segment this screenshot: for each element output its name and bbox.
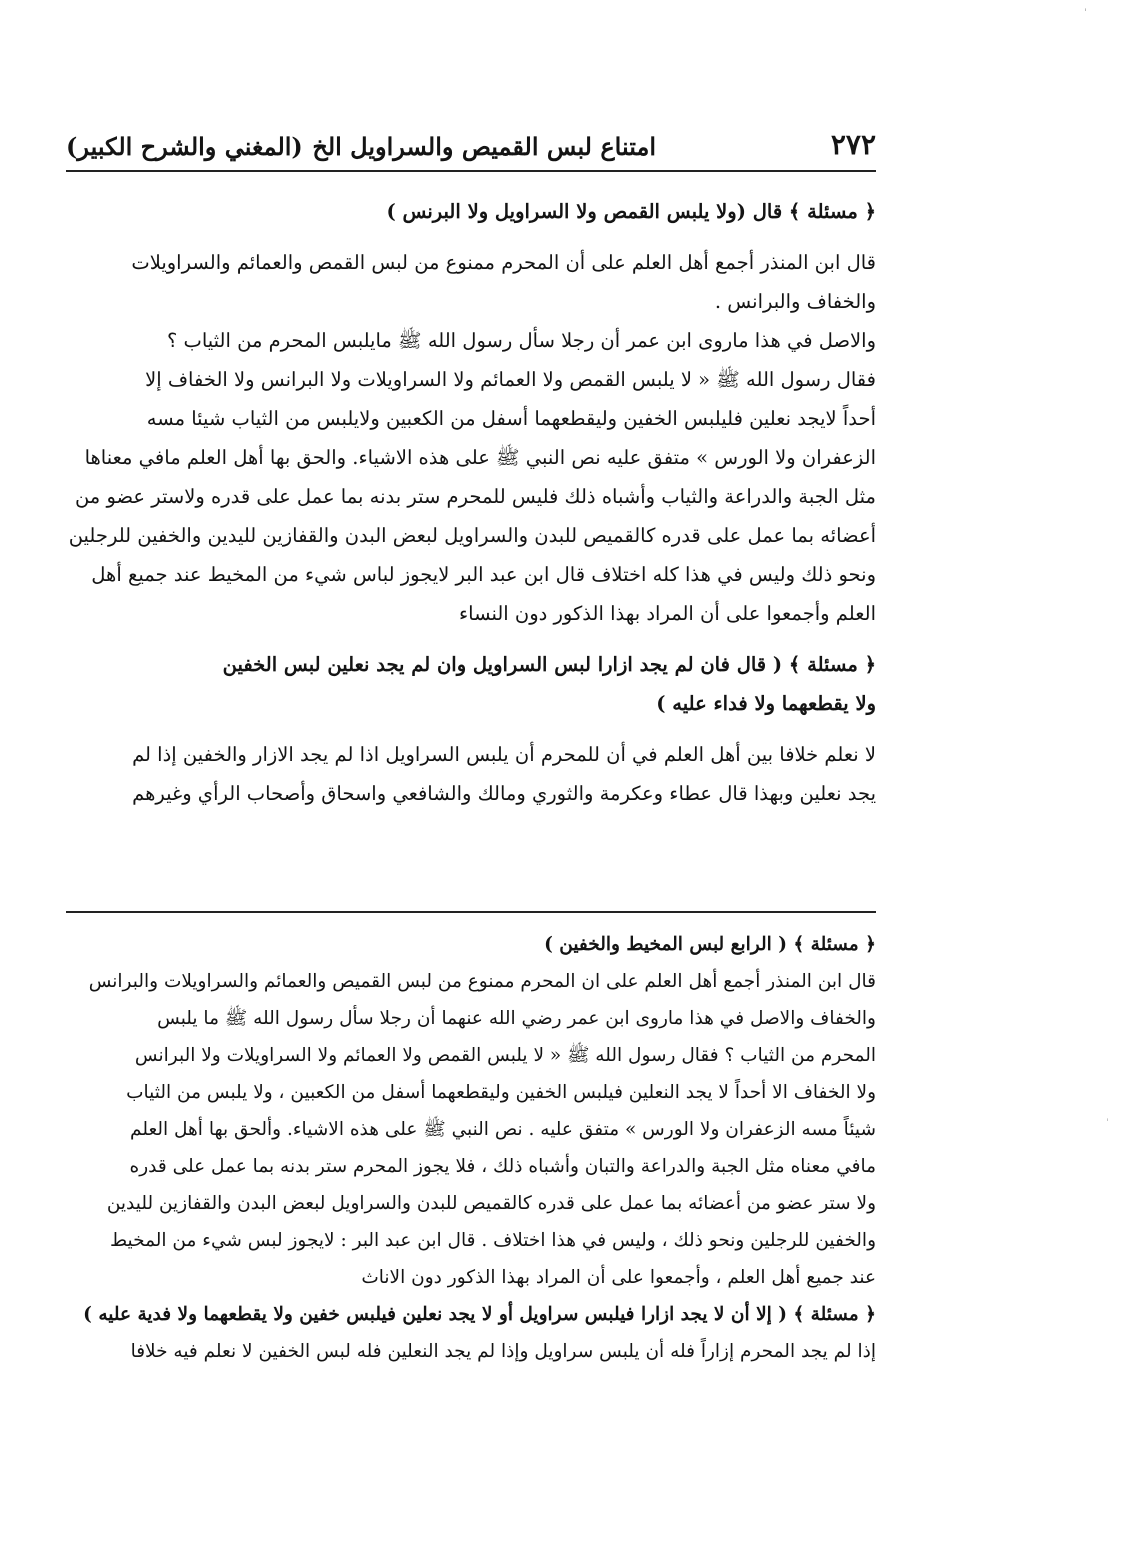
issue-heading: ﴿ مسئلة ﴾ قال (ولا يلبس القمص ولا السراويل ولا البرنس ) <box>386 200 876 223</box>
text-line: والخفاف والبرانس . <box>714 290 876 313</box>
scan-mark: ˈ <box>1084 8 1087 19</box>
text-line: شيئاً مسه الزعفران ولا الورس » متفق عليه . نص النبي ﷺ على هذه الاشياء. وألحق بها أهل العلم <box>130 1119 876 1140</box>
text-line: أعضائه بما عمل على قدره كالقميص للبدن والسراويل لبعض البدن والقفازين لليدين والخفين للرجلين <box>68 524 876 547</box>
text-line: مثل الجبة والدراعة والثياب وأشباه ذلك فليس للمحرم ستر بدنه بما عمل على قدره ولاستر عضو من <box>74 485 876 508</box>
text-line: يجد نعلين وبهذا قال عطاء وعكرمة والثوري ومالك والشافعي واسحاق وأصحاب الرأي وغيرهم <box>132 782 876 805</box>
scan-mark: ˈ <box>1106 1118 1109 1129</box>
commentary-text <box>66 926 876 1370</box>
issue-heading: ﴿ مسئلة ﴾ ( إلا أن لا يجد ازارا فيلبس سراويل أو لا يجد نعلين فيلبس خفين ولا يقطعهما ولا فدية عليه ) <box>83 1304 876 1325</box>
text-line: قال ابن المنذر أجمع أهل العلم على ان المحرم ممنوع من لبس القميص والعمائم والسراويلات والبرانس <box>88 971 876 992</box>
text-line: مافي معناه مثل الجبة والدراعة والتبان وأشباه ذلك ، فلا يجوز المحرم ستر بدنه بما عمل على قدره <box>129 1156 876 1177</box>
text-line: ولا ستر عضو من أعضائه بما عمل على قدره كالقميص للبدن والسراويل لبعض البدن والقفازين لليدين <box>106 1193 876 1214</box>
book-title: (المغني والشرح الكبير) <box>66 132 303 161</box>
text-line: ونحو ذلك وليس في هذا كله اختلاف قال ابن عبد البر لايجوز لباس شيء من المخيط عند جميع أهل <box>91 563 876 586</box>
issue-heading: ﴿ مسئلة ﴾ ( الرابع لبس المخيط والخفين ) <box>544 934 876 955</box>
text-line: عند جميع أهل العلم ، وأجمعوا على أن المراد بهذا الذكور دون الاناث <box>361 1267 876 1288</box>
footnote-divider <box>66 911 876 913</box>
text-line: العلم وأجمعوا على أن المراد بهذا الذكور دون النساء <box>458 602 876 625</box>
text-line: المحرم من الثياب ؟ فقال رسول الله ﷺ « لا يلبس القمص ولا العمائم ولا السراويلات ولا البرانس <box>134 1045 876 1066</box>
text-line: ولا الخفاف الا أحداً لا يجد النعلين فيلبس الخفين وليقطعهما أسفل من الكعبين ، ولا يلبس من الثياب <box>126 1082 876 1103</box>
text-line: الزعفران ولا الورس » متفق عليه نص النبي ﷺ على هذه الاشياء. والحق بها أهل العلم مافي معناها <box>84 446 876 469</box>
issue-heading: ﴿ مسئلة ﴾ ( قال فان لم يجد ازارا لبس السراويل وان لم يجد نعلين لبس الخفين <box>222 653 876 676</box>
text-line: أحداً لايجد نعلين فليلبس الخفين وليقطعهما أسفل من الكعبين ولايلبس من الثياب شيئا مسه <box>146 407 876 430</box>
issue-heading: ولا يقطعهما ولا فداء عليه ) <box>656 692 876 715</box>
text-line: فقال رسول الله ﷺ « لا يلبس القمص ولا العمائم ولا السراويلات ولا البرانس ولا الخفاف إلا <box>145 368 876 391</box>
text-line: والخفاف والاصل في هذا ماروى ابن عمر رضي الله عنهما أن رجلا سأل رسول الله ﷺ ما يلبس <box>157 1008 876 1029</box>
text-line: لا نعلم خلافا بين أهل العلم في أن للمحرم أن يلبس السراويل اذا لم يجد الازار والخفين إذا لم <box>132 743 876 766</box>
text-line: والخفين للرجلين ونحو ذلك ، وليس في هذا اختلاف . قال ابن عبد البر : لايجوز لبس شيء من المخيط <box>109 1230 876 1251</box>
running-title: امتناع لبس القميص والسراويل الخ <box>312 132 656 161</box>
text-line: قال ابن المنذر أجمع أهل العلم على أن المحرم ممنوع من لبس القمص والعمائم والسراويلات <box>131 251 876 274</box>
text-line: إذا لم يجد المحرم إزاراً فله أن يلبس سراويل وإذا لم يجد النعلين فله لبس الخفين لا نعلم فيه خلافا <box>130 1341 876 1362</box>
page-header <box>66 128 876 172</box>
page-number: ٢٧٢ <box>830 128 876 161</box>
main-text <box>66 192 876 813</box>
text-line: والاصل في هذا ماروى ابن عمر أن رجلا سأل رسول الله ﷺ مايلبس المحرم من الثياب ؟ <box>166 329 876 352</box>
